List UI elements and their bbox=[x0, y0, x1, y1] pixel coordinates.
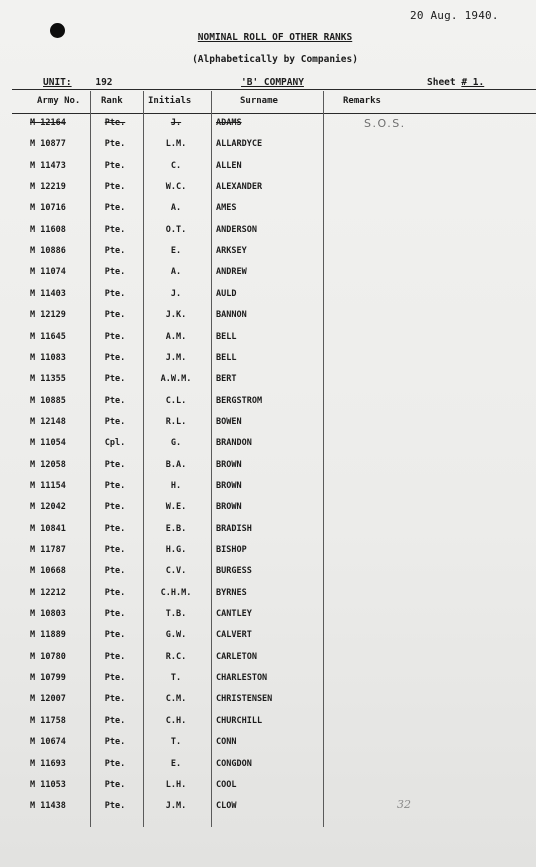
table-row bbox=[0, 353, 536, 374]
initials-cell: C.V. bbox=[165, 566, 187, 577]
surname-cell: CONN bbox=[216, 737, 237, 748]
table-row bbox=[0, 203, 536, 224]
army-number-cell: M 12007 bbox=[30, 694, 66, 705]
table-row bbox=[0, 289, 536, 310]
rank-cell: Pte. bbox=[104, 352, 126, 363]
rank-cell: Pte. bbox=[104, 118, 126, 128]
initials-cell: T. bbox=[170, 673, 182, 684]
table-row bbox=[0, 759, 536, 780]
rank-cell: Pte. bbox=[104, 609, 126, 620]
army-number-cell: M 10886 bbox=[30, 246, 66, 257]
army-number-cell: M 10674 bbox=[30, 737, 66, 748]
rank-cell: Pte. bbox=[104, 182, 126, 193]
army-number-cell: M 11438 bbox=[30, 801, 66, 812]
army-number-cell: M 12148 bbox=[30, 416, 66, 427]
document-date: 20 Aug. 1940. bbox=[410, 9, 499, 22]
army-number-cell: M 11355 bbox=[30, 374, 66, 385]
initials-cell: R.C. bbox=[165, 651, 187, 662]
rank-cell: Pte. bbox=[104, 545, 126, 555]
initials-cell: B.A. bbox=[165, 459, 187, 470]
table-row bbox=[0, 374, 536, 395]
surname-cell: BELL bbox=[216, 352, 237, 363]
surname-cell: CHURCHILL bbox=[216, 715, 263, 726]
table-row bbox=[0, 652, 536, 673]
rank-cell: Pte. bbox=[104, 416, 126, 427]
surname-cell: BISHOP bbox=[216, 545, 247, 555]
surname-cell: CARLETON bbox=[216, 651, 257, 662]
rank-cell: Pte. bbox=[104, 779, 126, 790]
initials-cell: J.M. bbox=[165, 801, 187, 812]
table-row bbox=[0, 737, 536, 758]
table-row bbox=[0, 139, 536, 160]
rank-cell: Pte. bbox=[104, 502, 126, 513]
initials-cell: C.H. bbox=[165, 715, 187, 726]
table-row bbox=[0, 801, 536, 822]
column-header-initials: Initials bbox=[148, 96, 192, 106]
initials-cell: J.M. bbox=[165, 352, 187, 363]
company-line bbox=[241, 77, 304, 88]
army-number-cell: M 11054 bbox=[30, 438, 66, 449]
table-row bbox=[0, 481, 536, 502]
army-number-cell: M 11053 bbox=[30, 779, 66, 790]
subtitle-text: (Alphabetically by Companies) bbox=[192, 54, 358, 65]
initials-cell: G.W. bbox=[165, 630, 187, 641]
army-number-cell: M 11787 bbox=[30, 545, 66, 555]
army-number-cell: M 12042 bbox=[30, 502, 66, 513]
initials-cell: E. bbox=[170, 758, 182, 769]
table-row bbox=[0, 267, 536, 288]
surname-cell: BELL bbox=[216, 331, 237, 342]
army-number-cell: M 10668 bbox=[30, 566, 66, 577]
army-number-cell: M 11473 bbox=[30, 160, 66, 171]
rank-cell: Pte. bbox=[104, 246, 126, 257]
rank-cell: Pte. bbox=[104, 651, 126, 662]
handwritten-remark: S.O.S. bbox=[364, 117, 406, 130]
surname-cell: CALVERT bbox=[216, 630, 252, 641]
column-header-surname: Surname bbox=[240, 96, 278, 106]
table-row bbox=[0, 630, 536, 651]
army-number-cell: M 12164 bbox=[30, 118, 66, 128]
document-subtitle bbox=[0, 54, 536, 65]
rank-cell: Pte. bbox=[104, 801, 126, 812]
army-number-cell: M 11608 bbox=[30, 224, 66, 235]
surname-cell: CHRISTENSEN bbox=[216, 694, 273, 705]
army-number-cell: M 10803 bbox=[30, 609, 66, 620]
table-row bbox=[0, 310, 536, 331]
rank-cell: Cpl. bbox=[104, 438, 126, 449]
table-row bbox=[0, 780, 536, 801]
initials-cell: C. bbox=[170, 160, 182, 171]
initials-cell: A.M. bbox=[165, 331, 187, 342]
surname-cell: BERGSTROM bbox=[216, 395, 263, 406]
rank-cell: Pte. bbox=[104, 224, 126, 235]
rank-cell: Pte. bbox=[104, 374, 126, 385]
army-number-cell: M 10877 bbox=[30, 139, 66, 150]
rank-cell: Pte. bbox=[104, 160, 126, 171]
surname-cell: BROWN bbox=[216, 459, 242, 470]
army-number-cell: M 10799 bbox=[30, 673, 66, 684]
sheet-value: # 1. bbox=[461, 77, 485, 88]
rank-cell: Pte. bbox=[104, 523, 126, 534]
initials-cell: C.H.M. bbox=[160, 587, 192, 598]
initials-cell: E. bbox=[170, 246, 182, 257]
surname-cell: CLOW bbox=[216, 801, 237, 812]
rank-cell: Pte. bbox=[104, 715, 126, 726]
initials-cell: T.B. bbox=[165, 609, 187, 620]
army-number-cell: M 12219 bbox=[30, 182, 66, 193]
rank-cell: Pte. bbox=[104, 737, 126, 748]
surname-cell: ARKSEY bbox=[216, 246, 247, 257]
initials-cell: A.W.M. bbox=[160, 374, 192, 385]
table-row bbox=[0, 332, 536, 353]
unit-line bbox=[43, 77, 113, 88]
table-row bbox=[0, 225, 536, 246]
table-row bbox=[0, 609, 536, 630]
army-number-cell: M 11403 bbox=[30, 288, 66, 299]
table-row bbox=[0, 182, 536, 203]
surname-cell: ANDREW bbox=[216, 267, 247, 278]
surname-cell: BRANDON bbox=[216, 438, 252, 449]
document-title bbox=[0, 32, 536, 43]
army-number-cell: M 11074 bbox=[30, 267, 66, 278]
surname-cell: BROWN bbox=[216, 480, 242, 491]
rank-cell: Pte. bbox=[104, 203, 126, 214]
sheet-line bbox=[427, 77, 484, 88]
sheet-label: Sheet bbox=[427, 77, 456, 88]
surname-cell: AMES bbox=[216, 203, 237, 214]
surname-cell: CHARLESTON bbox=[216, 673, 268, 684]
table-row bbox=[0, 524, 536, 545]
surname-cell: BURGESS bbox=[216, 566, 252, 577]
surname-cell: CONGDON bbox=[216, 758, 252, 769]
table-row bbox=[0, 545, 536, 566]
initials-cell: C.L. bbox=[165, 395, 187, 406]
surname-cell: BYRNES bbox=[216, 587, 247, 598]
initials-cell: J. bbox=[170, 118, 182, 128]
army-number-cell: M 11889 bbox=[30, 630, 66, 641]
rank-cell: Pte. bbox=[104, 310, 126, 321]
table-row bbox=[0, 396, 536, 417]
rank-cell: Pte. bbox=[104, 331, 126, 342]
rank-cell: Pte. bbox=[104, 267, 126, 278]
handwritten-page-number: 32 bbox=[397, 798, 411, 811]
company-name: 'B' COMPANY bbox=[241, 77, 304, 88]
table-row bbox=[0, 673, 536, 694]
rank-cell: Pte. bbox=[104, 758, 126, 769]
surname-cell: BROWN bbox=[216, 502, 242, 513]
surname-cell: CANTLEY bbox=[216, 609, 252, 620]
army-number-cell: M 11645 bbox=[30, 331, 66, 342]
surname-cell: ALEXANDER bbox=[216, 182, 263, 193]
initials-cell: C.M. bbox=[165, 694, 187, 705]
rank-cell: Pte. bbox=[104, 139, 126, 150]
surname-cell: ADAMS bbox=[216, 118, 242, 128]
army-number-cell: M 12058 bbox=[30, 459, 66, 470]
rank-cell: Pte. bbox=[104, 673, 126, 684]
rank-cell: Pte. bbox=[104, 395, 126, 406]
surname-cell: BOWEN bbox=[216, 416, 242, 427]
surname-cell: COOL bbox=[216, 779, 237, 790]
initials-cell: L.H. bbox=[165, 779, 187, 790]
surname-cell: ALLEN bbox=[216, 160, 242, 171]
initials-cell: T. bbox=[170, 737, 182, 748]
surname-cell: ANDERSON bbox=[216, 224, 257, 235]
army-number-cell: M 10841 bbox=[30, 523, 66, 534]
initials-cell: W.C. bbox=[165, 182, 187, 193]
army-number-cell: M 10716 bbox=[30, 203, 66, 214]
rank-cell: Pte. bbox=[104, 630, 126, 641]
table-top-rule bbox=[12, 89, 536, 90]
army-number-cell: M 11693 bbox=[30, 758, 66, 769]
army-number-cell: M 11083 bbox=[30, 352, 66, 363]
column-header-remarks: Remarks bbox=[343, 96, 381, 106]
rank-cell: Pte. bbox=[104, 288, 126, 299]
table-row bbox=[0, 694, 536, 715]
rank-cell: Pte. bbox=[104, 459, 126, 470]
rank-cell: Pte. bbox=[104, 566, 126, 577]
table-row bbox=[0, 161, 536, 182]
surname-cell: BERT bbox=[216, 374, 237, 385]
army-number-cell: M 12212 bbox=[30, 587, 66, 598]
initials-cell: H.G. bbox=[165, 545, 187, 555]
surname-cell: BRADISH bbox=[216, 523, 252, 534]
army-number-cell: M 10885 bbox=[30, 395, 66, 406]
initials-cell: J. bbox=[170, 288, 182, 299]
surname-cell: AULD bbox=[216, 288, 237, 299]
initials-cell: L.M. bbox=[165, 139, 187, 150]
table-row bbox=[0, 417, 536, 438]
army-number-cell: M 10780 bbox=[30, 651, 66, 662]
initials-cell: A. bbox=[170, 203, 182, 214]
initials-cell: O.T. bbox=[165, 224, 187, 235]
column-header-rank: Rank bbox=[101, 96, 123, 106]
initials-cell: A. bbox=[170, 267, 182, 278]
column-header-army-no: Army No. bbox=[37, 96, 81, 106]
surname-cell: ALLARDYCE bbox=[216, 139, 263, 150]
unit-value: 192 bbox=[95, 77, 113, 88]
surname-cell: BANNON bbox=[216, 310, 247, 321]
title-text: NOMINAL ROLL OF OTHER RANKS bbox=[197, 32, 353, 43]
table-row bbox=[0, 588, 536, 609]
rank-cell: Pte. bbox=[104, 587, 126, 598]
army-number-cell: M 11154 bbox=[30, 480, 66, 491]
table-row bbox=[0, 438, 536, 459]
table-row bbox=[0, 118, 536, 139]
table-row bbox=[0, 460, 536, 481]
army-number-cell: M 12129 bbox=[30, 310, 66, 321]
initials-cell: J.K. bbox=[165, 310, 187, 321]
initials-cell: R.L. bbox=[165, 416, 187, 427]
table-row bbox=[0, 246, 536, 267]
army-number-cell: M 11758 bbox=[30, 715, 66, 726]
rank-cell: Pte. bbox=[104, 694, 126, 705]
initials-cell: H. bbox=[170, 480, 182, 491]
initials-cell: G. bbox=[170, 438, 182, 449]
table-row bbox=[0, 716, 536, 737]
unit-label: UNIT: bbox=[43, 77, 72, 88]
initials-cell: E.B. bbox=[165, 523, 187, 534]
table-row bbox=[0, 502, 536, 523]
rank-cell: Pte. bbox=[104, 480, 126, 491]
initials-cell: W.E. bbox=[165, 502, 187, 513]
table-row bbox=[0, 566, 536, 587]
